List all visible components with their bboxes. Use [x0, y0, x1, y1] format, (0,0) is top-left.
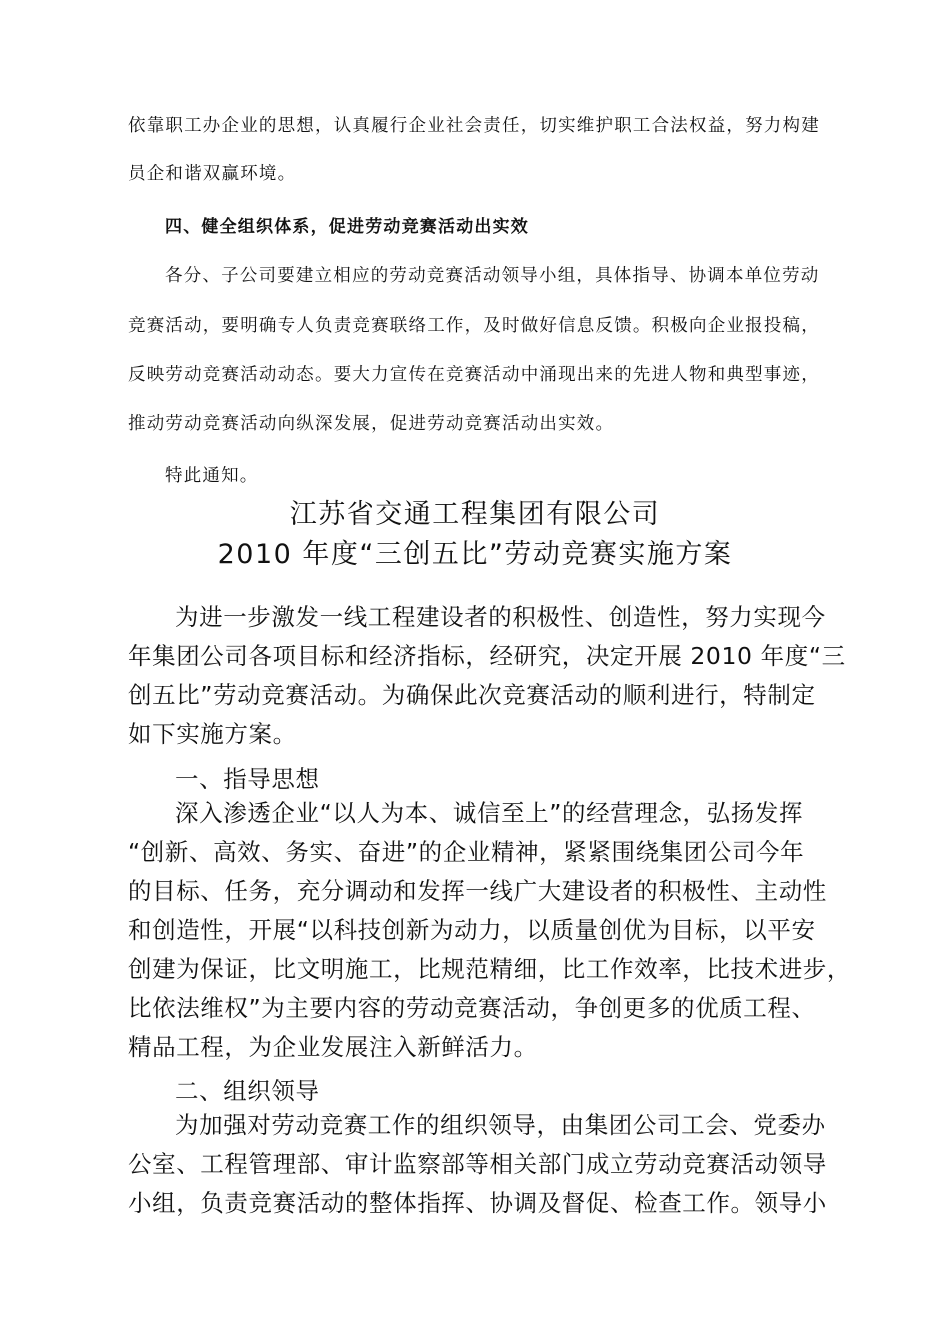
section-heading: 四、健全组织体系，促进劳动竞赛活动出实效 — [165, 217, 529, 237]
text-line: 小组，负责竞赛活动的整体指挥、协调及督促、检查工作。领导小 — [128, 1189, 827, 1217]
text-line: 反映劳动竞赛活动动态。要大力宣传在竞赛活动中涌现出来的先进人物和典型事迹， — [128, 365, 820, 385]
text-line: 如下实施方案。 — [128, 720, 297, 748]
text-line: 和创造性，开展“以科技创新为动力，以质量创优为目标，以平安 — [128, 916, 816, 944]
text-line: 比依法维权”为主要内容的劳动竞赛活动，争创更多的优质工程、 — [128, 994, 816, 1022]
text-line: 员企和谐双赢环境。 — [128, 164, 297, 184]
text-line: 创建为保证，比文明施工，比规范精细，比工作效率，比技术进步， — [128, 955, 851, 983]
text-line: 各分、子公司要建立相应的劳动竞赛活动领导小组，具体指导、协调本单位劳动 — [165, 266, 820, 286]
document-subtitle: 2010 年度“三创五比”劳动竞赛实施方案 — [217, 539, 733, 570]
text-line: 年集团公司各项目标和经济指标，经研究，决定开展 2010 年度“三 — [128, 642, 846, 670]
text-line: 依靠职工办企业的思想，认真履行企业社会责任，切实维护职工合法权益，努力构建 — [128, 116, 820, 136]
text-line: 创五比”劳动竞赛活动。为确保此次竞赛活动的顺利进行，特制定 — [128, 681, 816, 709]
text-line: “创新、高效、务实、奋进”的企业精神，紧紧围绕集团公司今年 — [128, 838, 805, 866]
text-line: 竞赛活动，要明确专人负责竞赛联络工作，及时做好信息反馈。积极向企业报投稿， — [128, 316, 820, 336]
text-line: 精品工程，为企业发展注入新鲜活力。 — [128, 1033, 538, 1061]
document-title: 江苏省交通工程集团有限公司 — [289, 499, 661, 530]
section-heading: 二、组织领导 — [175, 1077, 320, 1105]
closing-line: 特此通知。 — [165, 466, 259, 486]
text-line: 公室、工程管理部、审计监察部等相关部门成立劳动竞赛活动领导 — [128, 1150, 827, 1178]
section-heading: 一、指导思想 — [175, 765, 320, 793]
text-line: 深入渗透企业“以人为本、诚信至上”的经营理念，弘扬发挥 — [175, 799, 804, 827]
text-line: 为加强对劳动竞赛工作的组织领导，由集团公司工会、党委办 — [175, 1111, 826, 1139]
text-line: 推动劳动竞赛活动向纵深发展，促进劳动竞赛活动出实效。 — [128, 414, 615, 434]
text-line: 的目标、任务，充分调动和发挥一线广大建设者的积极性、主动性 — [128, 877, 827, 905]
text-line: 为进一步激发一线工程建设者的积极性、创造性，努力实现今 — [175, 603, 826, 631]
